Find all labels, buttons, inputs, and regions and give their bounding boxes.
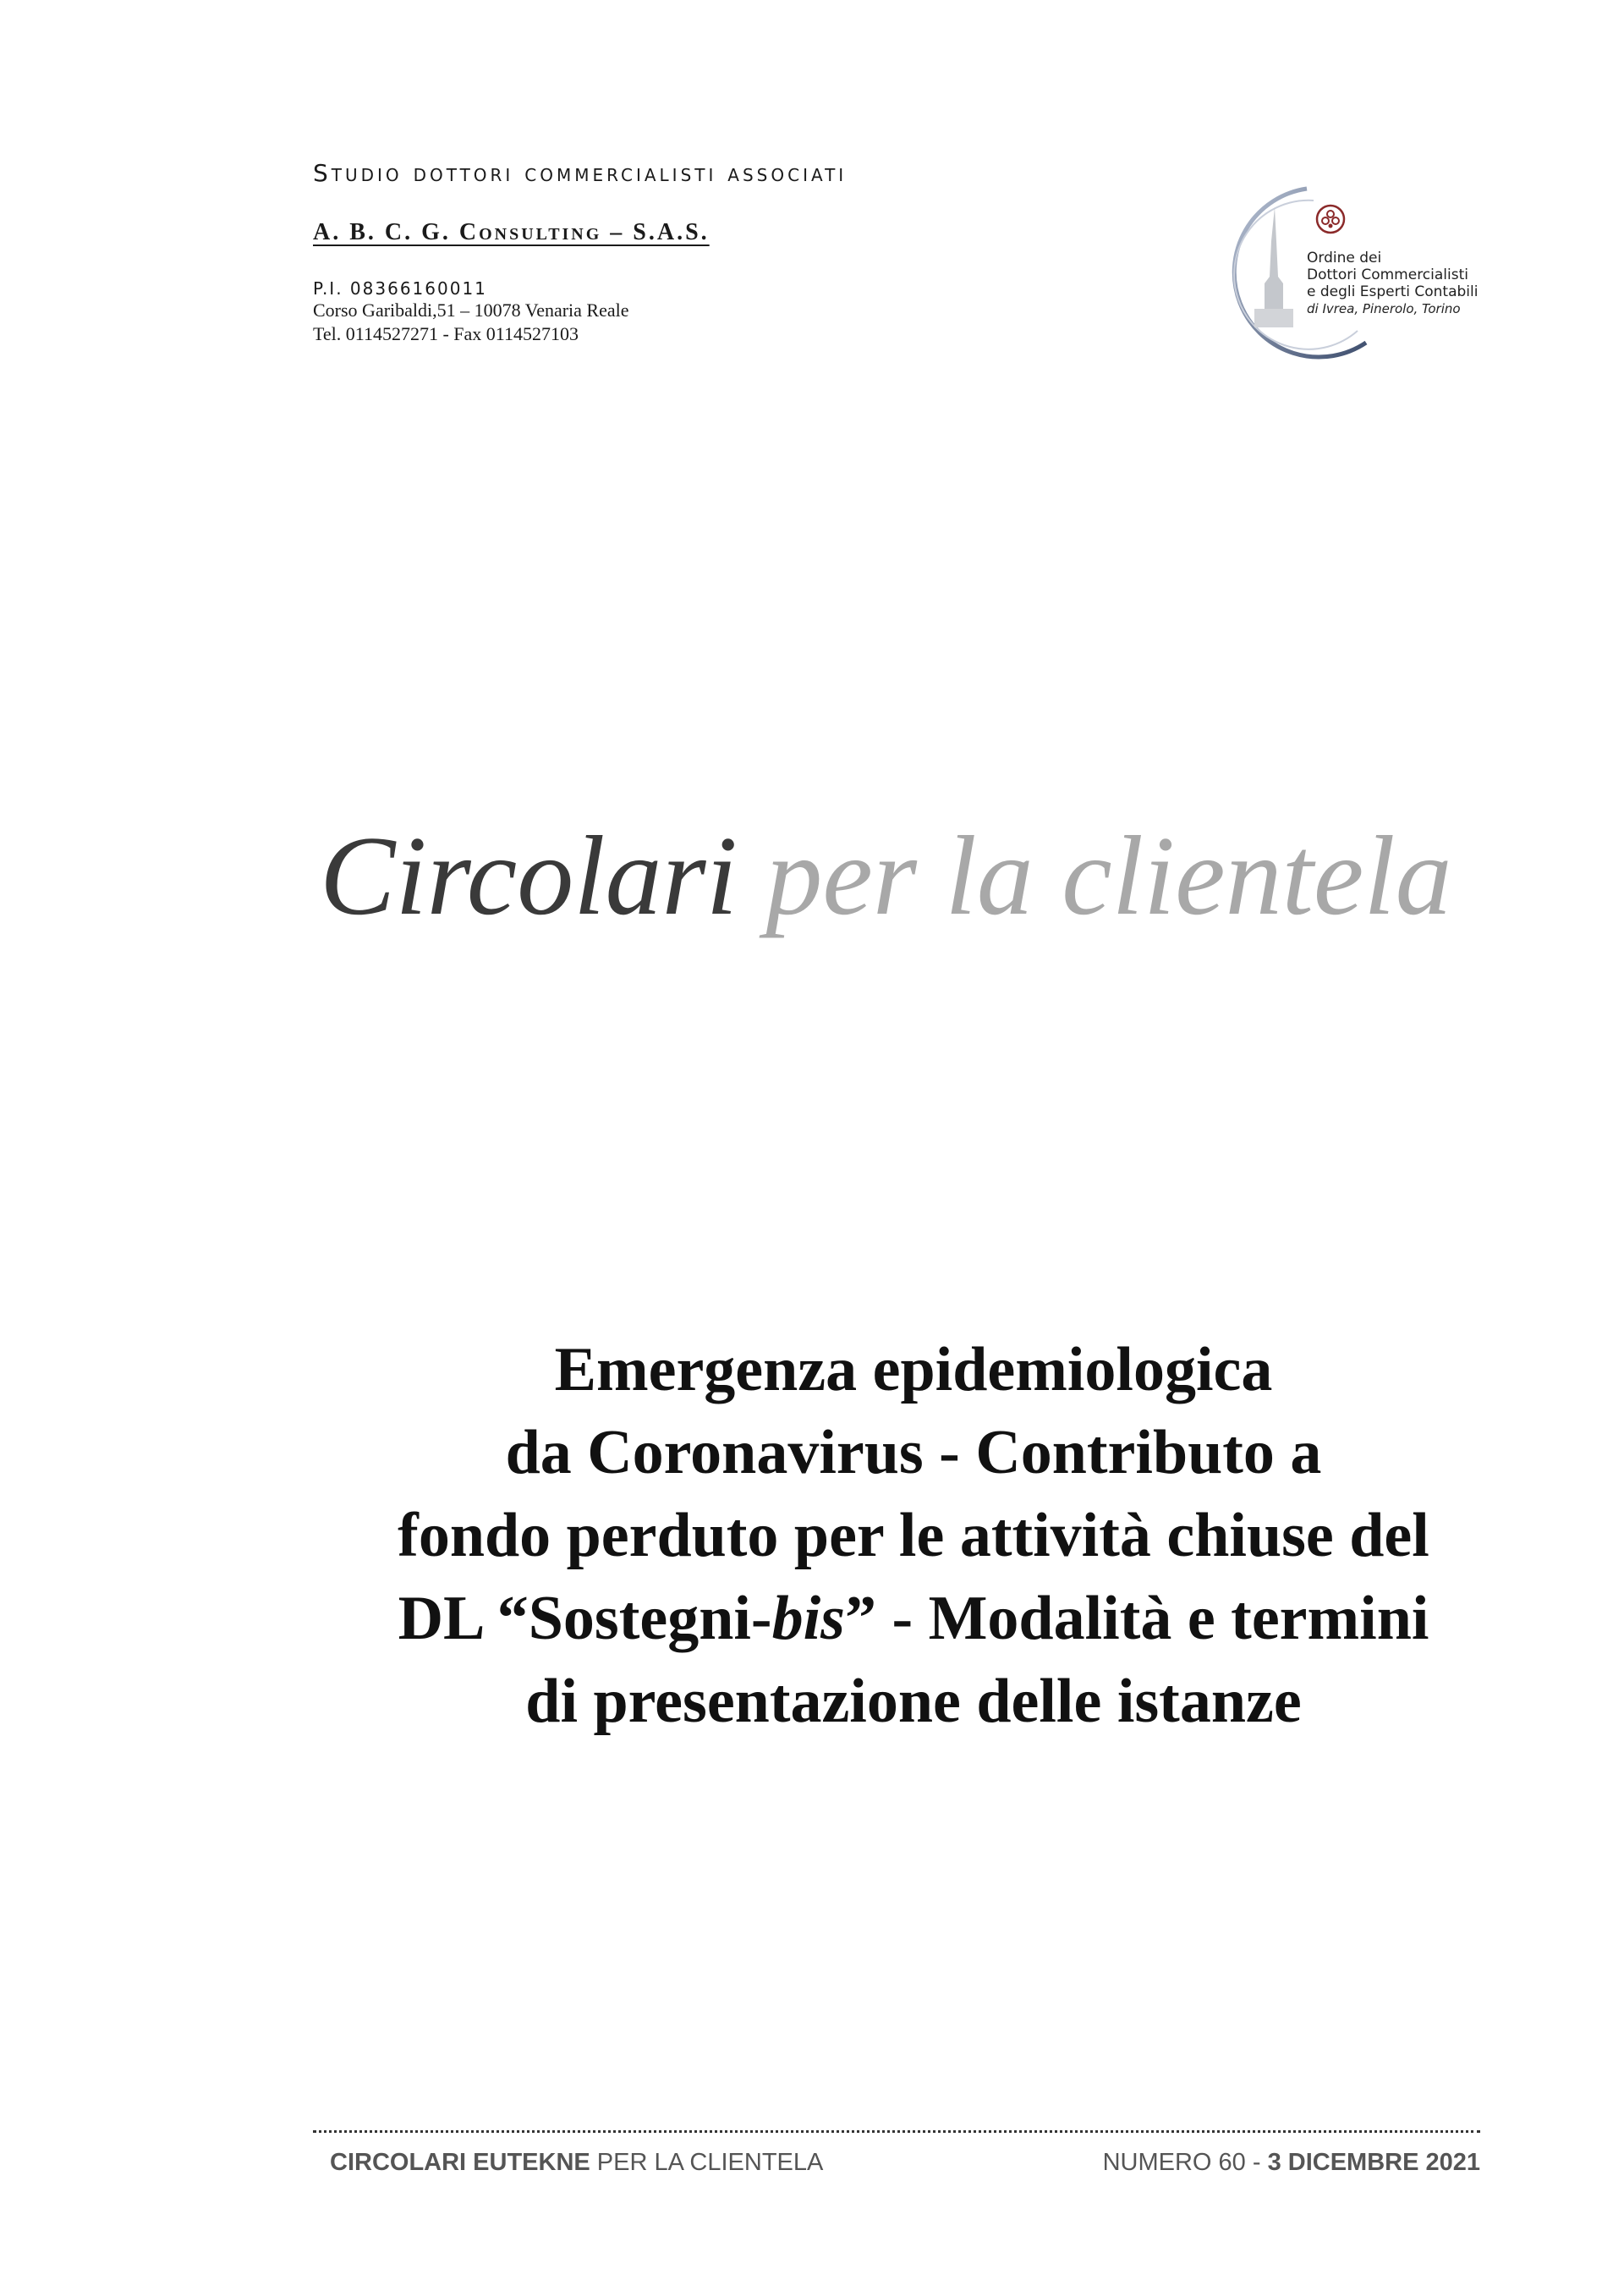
title-fragment: ” - Modalità e termini <box>844 1584 1429 1653</box>
title-fragment: DL “Sostegni- <box>398 1584 772 1653</box>
studio-name: Studio dottori commercialisti associati <box>313 159 848 187</box>
order-logo-text <box>1307 250 1478 317</box>
footer-divider <box>313 2130 1480 2133</box>
title-line: Emergenza epidemiologica <box>554 1335 1273 1404</box>
company-phone-fax: Tel. 0114527271 - Fax 0114527103 <box>313 323 579 344</box>
order-logo-line: Dottori Commercialisti <box>1307 266 1468 283</box>
order-logo <box>1205 182 1493 360</box>
letterhead <box>313 159 1074 346</box>
brand-title <box>320 812 1538 939</box>
document-title <box>313 1328 1514 1743</box>
title-line: di presentazione delle istanze <box>525 1667 1302 1736</box>
vat-number: P.I. 08366160011 <box>313 278 487 299</box>
order-logo-subline: di Ivrea, Pinerolo, Torino <box>1307 301 1461 316</box>
order-logo-line: Ordine dei <box>1307 250 1382 266</box>
brand-title-part1: Circolari <box>320 813 738 938</box>
footer-issue <box>1103 2149 1480 2177</box>
title-line: fondo perduto per le attività chiuse del <box>398 1501 1429 1570</box>
company-address: Corso Garibaldi,51 – 10078 Venaria Reale <box>313 299 629 321</box>
brand-title-part2: per la clientela <box>765 813 1452 938</box>
company-name: A. B. C. G. Consulting – S.A.S. <box>313 219 710 245</box>
footer-series-rest: PER LA CLIENTELA <box>590 2149 824 2176</box>
title-fragment-italic: bis <box>771 1584 845 1653</box>
footer-issue-date: 3 DICEMBRE 2021 <box>1267 2149 1480 2176</box>
order-logo-line: e degli Esperti Contabili <box>1307 283 1479 300</box>
footer-series-bold: CIRCOLARI EUTEKNE <box>330 2149 590 2176</box>
footer-series <box>330 2149 823 2177</box>
title-line: da Coronavirus - Contributo a <box>505 1418 1322 1487</box>
title-line <box>313 1577 1514 1660</box>
footer-issue-number: NUMERO 60 - <box>1102 2149 1268 2176</box>
